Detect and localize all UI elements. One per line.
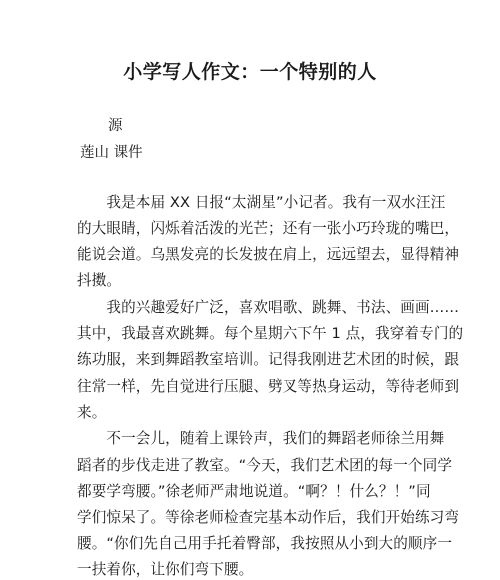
source-label: 源 (108, 118, 123, 134)
body-line: 抖擞。 (77, 272, 122, 289)
body-line: 的大眼睛，闪烁着活泼的光芒；还有一张小巧玲珑的嘴巴， (77, 220, 460, 237)
body-line: 我是本届 XX 日报“太湖星”小记者。我有一双水汪汪 (77, 194, 446, 211)
document-title: 小学写人作文：一个特别的人 (123, 61, 377, 83)
body-line: 都要学弯腰。”徐老师严肃地说道。“啊？！什么？！”同 (77, 483, 431, 500)
body-line: 一扶着你，让你们弯下腰。 (77, 561, 254, 578)
body-line: 不一会儿，随着上课铃声，我们的舞蹈老师徐兰用舞 (77, 430, 445, 447)
body-line: 腰。“你们先自己用手托着臀部，我按照从小到大的顺序一 (77, 535, 453, 552)
body-line: 我的兴趣爱好广泛，喜欢唱歌、跳舞、书法、画画…… (77, 299, 460, 316)
body-line: 来。 (77, 404, 107, 421)
body-line: 练功服，来到舞蹈教室培训。记得我刚进艺术团的时候，跟 (77, 351, 460, 368)
body-line: 能说会道。乌黑发亮的长发披在肩上，远远望去，显得精神 (77, 246, 460, 263)
body-line: 蹈者的步伐走进了教室。“今天，我们艺术团的每一个同学 (77, 457, 453, 474)
body-line: 其中，我最喜欢跳舞。每个星期六下午 1 点，我穿着专门的 (77, 325, 464, 342)
source-value: 莲山 课件 (80, 145, 143, 161)
body-line: 往常一样，先自觉进行压腿、劈叉等热身运动，等待老师到 (77, 378, 460, 395)
body-line: 学们惊呆了。等徐老师检查完基本动作后，我们开始练习弯 (77, 509, 460, 526)
